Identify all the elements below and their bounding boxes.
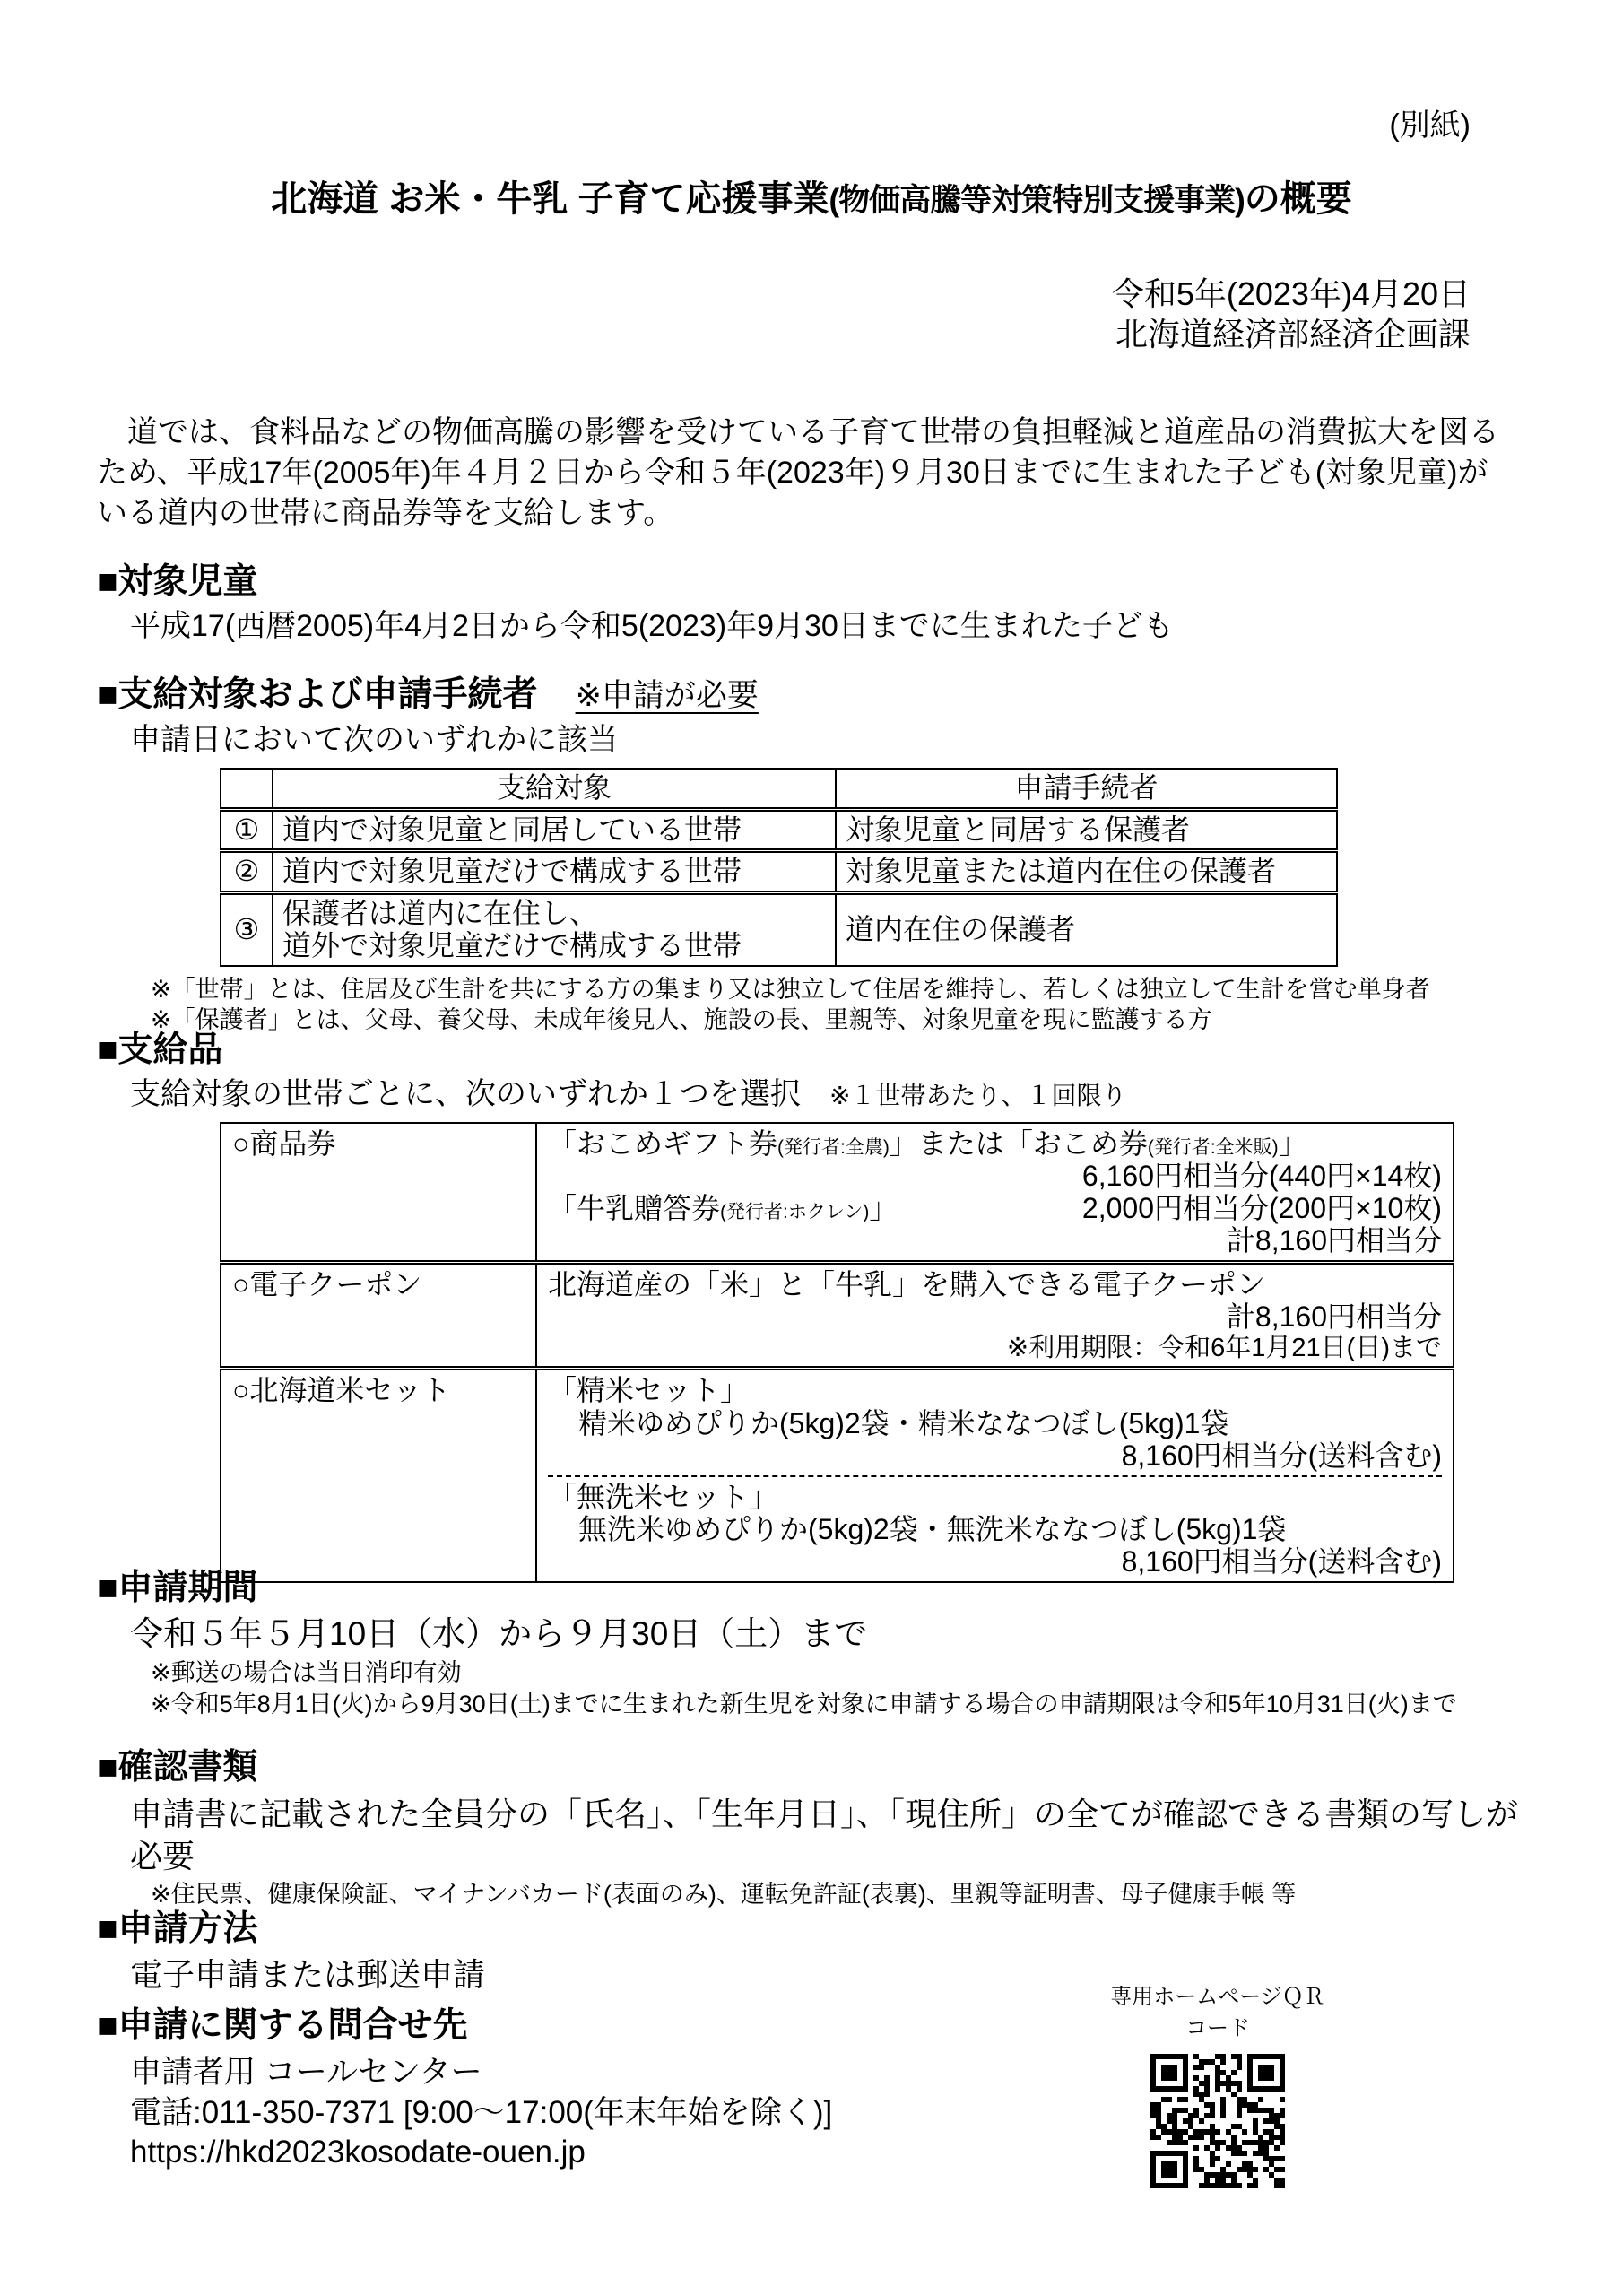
household-definition-note: ※「世帯」とは、住居及び生計を共にする方の集まり又は独立して住居を維持し、若しくは独立して生計を営む単身者 — [151, 975, 1430, 1003]
eligibility-heading: ■支給対象および申請手続者 — [97, 675, 538, 714]
benefits-table — [220, 1122, 1454, 1584]
row-number: ② — [221, 851, 273, 893]
voucher-line2 — [548, 1192, 1442, 1224]
eligibility-header-target: 支給対象 — [273, 769, 836, 809]
no-wash-rice-set — [548, 1475, 1442, 1578]
period-note2: ※令和5年8月1日(火)から9月30日(土)までに生まれた新生児を対象に申請する場合の申請期限は令和5年10月31日(火)まで — [151, 1690, 1457, 1718]
guardian-definition-note: ※「保護者」とは、父母、養父母、未成年後見人、施設の長、里親等、対象児童を現に監護する方 — [151, 1006, 1212, 1034]
row-target: 道内で対象児童と同居している世帯 — [273, 809, 836, 851]
rice-set-details — [536, 1369, 1454, 1582]
milk-voucher-value: 2,000円相当分(200円×10枚) — [1081, 1192, 1442, 1224]
set2-title: 「無洗米セット」 — [548, 1480, 778, 1513]
row-target-line2: 道外で対象児童だけで構成する世帯 — [282, 929, 742, 962]
set1-items: 精米ゆめぴりか(5kg)2袋・精米ななつぼし(5kg)1袋 — [578, 1406, 1229, 1439]
section-eligibility — [97, 671, 1532, 1036]
eligibility-header-blank — [221, 769, 273, 809]
row-number: ③ — [221, 893, 273, 966]
coupon-total: 計8,160円相当分 — [1226, 1300, 1442, 1334]
voucher-details — [536, 1123, 1454, 1263]
documents-body: 申請書に記載された全員分の「氏名」、「生年月日」、「現住所」の全てが確認できる書類の写しが必要 — [130, 1795, 1519, 1874]
contact-call-center: 申請者用 コールセンター — [130, 2054, 482, 2090]
set1-price: 8,160円相当分(送料含む) — [1121, 1439, 1442, 1472]
issuing-department: 北海道経済部経済企画課 — [1115, 315, 1471, 352]
target-children-body: 平成17(西暦2005)年4月2日から令和5(2023)年9月30日までに生まれた子ども — [130, 608, 1174, 643]
page-title-paren: (物価高騰等対策特別支援事業) — [829, 183, 1245, 218]
voucher-line1-value: 6,160円相当分(440円×14枚) — [1081, 1159, 1442, 1192]
row-target-line1: 保護者は道内に在住し、 — [282, 897, 599, 930]
page-title — [0, 170, 1623, 222]
period-heading: ■申請期間 — [97, 1569, 258, 1607]
benefits-intro: 支給対象の世帯ごとに、次のいずれか１つを選択 — [130, 1076, 801, 1111]
coupon-label: ○電子クーポン — [221, 1263, 536, 1369]
period-note1: ※郵送の場合は当日消印有効 — [151, 1659, 462, 1687]
contact-url-link[interactable]: https://hkd2023kosodate-ouen.jp — [130, 2135, 586, 2170]
polished-rice-set — [548, 1374, 1442, 1471]
coupon-use-note: ※利用期限：令和6年1月21日(日)まで — [1006, 1333, 1442, 1362]
application-required-note: ※申請が必要 — [575, 678, 759, 713]
section-application-period — [97, 1570, 1532, 1719]
table-row — [221, 809, 1337, 851]
voucher-row — [221, 1123, 1454, 1263]
date-block — [1112, 274, 1471, 354]
section-target-children — [97, 563, 1532, 645]
row-target — [273, 893, 836, 966]
coupon-line1: 北海道産の「米」と「牛乳」を購入できる電子クーポン — [548, 1268, 1266, 1301]
period-body: 令和５年５月10日（水）から９月30日（土）まで — [130, 1614, 868, 1652]
documents-heading: ■確認書類 — [97, 1748, 258, 1787]
method-body: 電子申請または郵送申請 — [130, 1955, 486, 1993]
issuer-note: (発行者:全米販) — [1147, 1136, 1279, 1158]
voucher-total: 計8,160円相当分 — [1226, 1224, 1442, 1257]
attachment-label: (別紙) — [1389, 109, 1471, 143]
row-applicant: 対象児童または道内在住の保護者 — [836, 851, 1337, 893]
issuer-note: (発行者:全農) — [777, 1136, 890, 1158]
eligibility-header-applicant: 申請手続者 — [836, 769, 1337, 809]
section-contact — [97, 2007, 1263, 2173]
documents-note: ※住民票、健康保険証、マイナンバカード(表面のみ)、運転免許証(表裏)、里親等証明書、母子健康手帳 等 — [151, 1881, 1297, 1909]
table-row — [221, 893, 1337, 966]
benefits-intro-row — [130, 1076, 1532, 1113]
row-applicant: 対象児童と同居する保護者 — [836, 809, 1337, 851]
benefits-intro-note: ※１世帯あたり、１回限り — [829, 1081, 1127, 1109]
voucher-label: ○商品券 — [221, 1123, 536, 1263]
intro-paragraph: 道では、食料品などの物価高騰の影響を受けている子育て世帯の負担軽減と道産品の消費拡大を図るため、平成17年(2005年)年４月２日から令和５年(2023年)９月30日までに生まれた子ども(対象児童)がいる道内の世帯に商品券等を支給します。 — [97, 415, 1499, 531]
table-row — [221, 851, 1337, 893]
set2-price: 8,160円相当分(送料含む) — [1121, 1545, 1442, 1578]
row-applicant: 道内在住の保護者 — [836, 893, 1337, 966]
qr-block — [1106, 1979, 1330, 2196]
voucher-line1: 「おこめギフト券(発行者:全農)」または「おこめ券(発行者:全米販)」 — [548, 1126, 1307, 1160]
set2-items: 無洗米ゆめぴりか(5kg)2袋・無洗米ななつぼし(5kg)1袋 — [578, 1513, 1287, 1546]
page-title-main: 北海道 お米・牛乳 子育て応援事業 — [271, 179, 829, 219]
rice-set-row — [221, 1369, 1454, 1582]
eligibility-table-header-row — [221, 769, 1337, 809]
coupon-row — [221, 1263, 1454, 1369]
benefits-heading: ■支給品 — [97, 1031, 223, 1069]
contact-phone: 電話:011-350-7371 [9:00～17:00(年末年始を除く)] — [130, 2094, 833, 2130]
row-number: ① — [221, 809, 273, 851]
issuer-note: (発行者:ホクレン) — [720, 1202, 870, 1222]
issue-date: 令和5年(2023年)4月20日 — [1111, 275, 1471, 312]
section-documents — [97, 1749, 1532, 1910]
eligibility-table — [220, 768, 1338, 967]
row-target: 道内で対象児童だけで構成する世帯 — [273, 851, 836, 893]
qr-code-label: 専用ホームページＱＲコード — [1110, 1985, 1325, 2040]
page-title-suffix: の概要 — [1244, 179, 1352, 219]
eligibility-heading-row — [97, 671, 1532, 716]
milk-voucher-label: 「牛乳贈答券(発行者:ホクレン)」 — [548, 1192, 898, 1224]
target-children-heading: ■対象児童 — [97, 562, 258, 601]
set1-title: 「精米セット」 — [548, 1374, 750, 1407]
coupon-details — [536, 1263, 1454, 1369]
method-heading: ■申請方法 — [97, 1909, 258, 1948]
section-benefits — [97, 1031, 1532, 1583]
rice-set-label: ○北海道米セット — [221, 1369, 536, 1582]
eligibility-intro: 申請日において次のいずれかに該当 — [130, 723, 618, 757]
contact-heading: ■申請に関する問合せ先 — [97, 2006, 468, 2045]
qr-code-image — [1150, 2054, 1285, 2188]
